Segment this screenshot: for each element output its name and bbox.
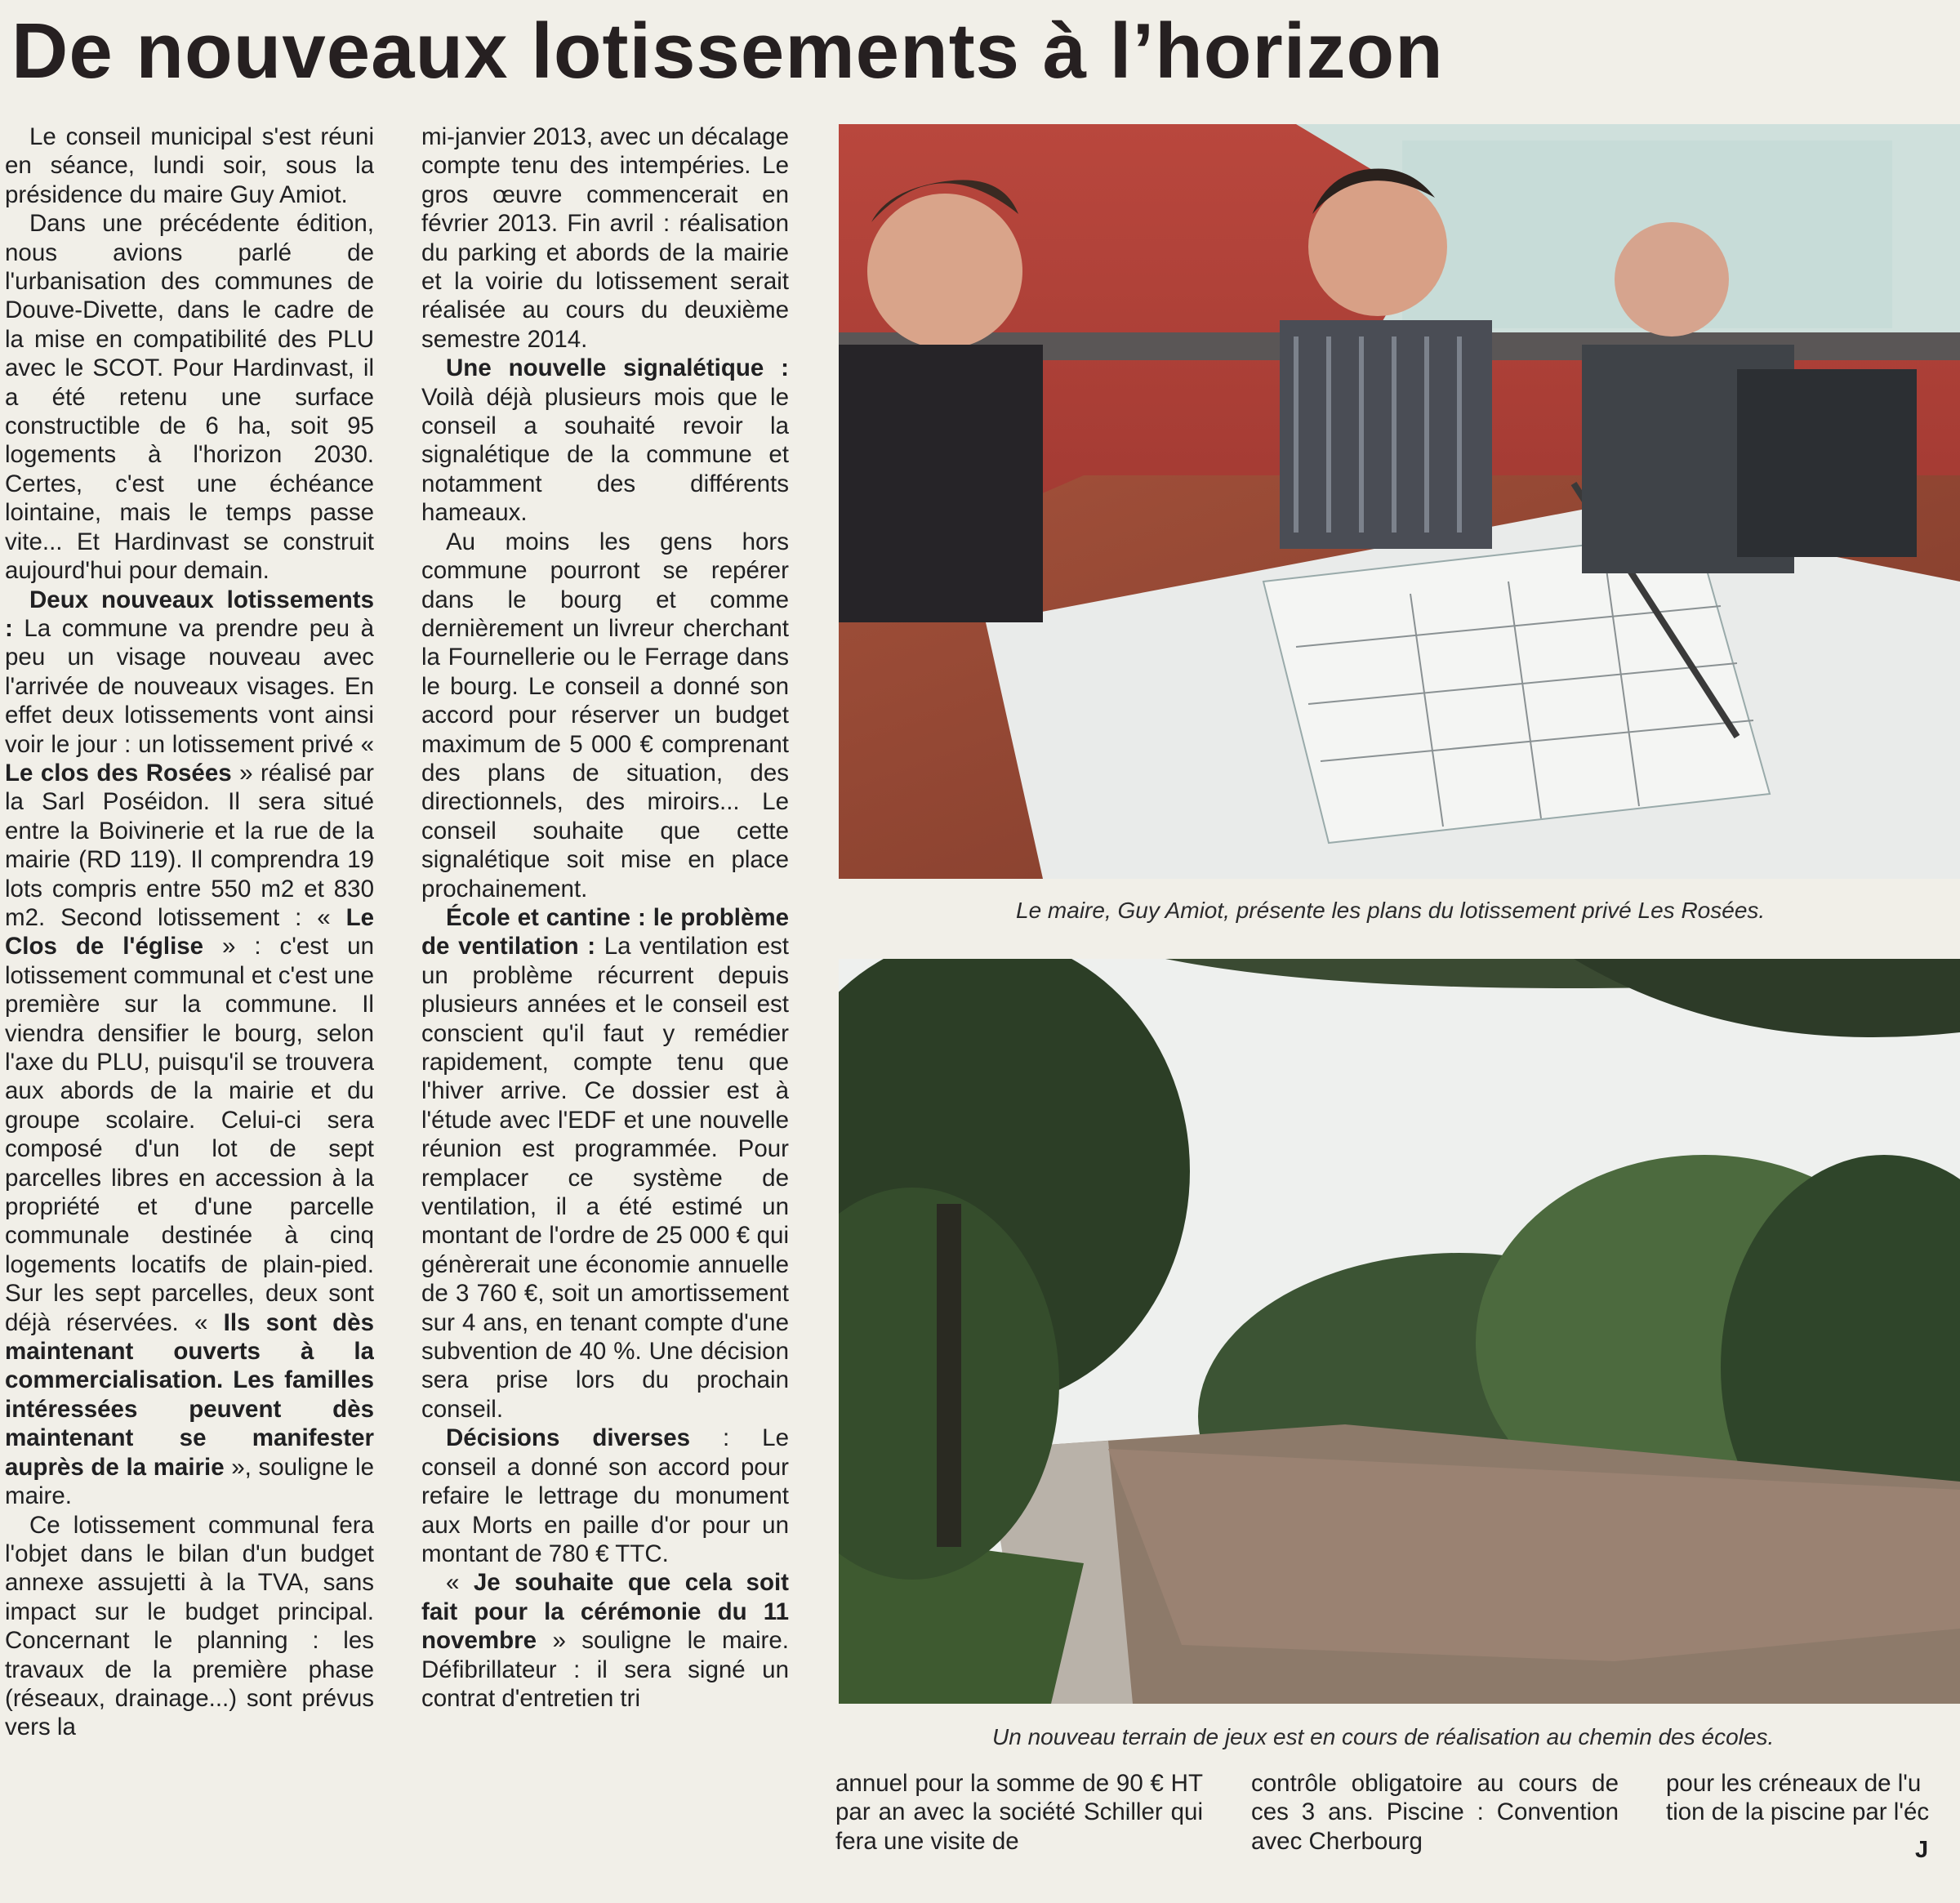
author-signature: J (1915, 1837, 1929, 1863)
paragraph: contrôle obligatoire au cours de ces 3 ans. Piscine : Convention avec Cherbourg (1251, 1770, 1619, 1855)
paragraph: annuel pour la somme de 90 € HT par an avec la société Schiller qui fera une visite de (835, 1770, 1203, 1855)
text-line: pour les créneaux de l'u (1666, 1770, 1922, 1797)
paragraph: Décisions diverses : Le conseil a donné son accord pour refaire le lettrage du monument aux Morts en paille d'or pour un montant de 780 € TTC. (421, 1424, 789, 1567)
meeting-photo (839, 124, 1960, 879)
paragraph: Ce lotissement communal fera l'objet dans le bilan d'un budget annexe assujetti à la TVA, sans impact sur le budget principal. Concernant le planning : les travaux de la première phase (réseaux, drainage...) sont prévus vers la (5, 1511, 374, 1741)
quote: Ils sont dès maintenant ouverts à la commercialisation. Les familles intéressées peuvent dès maintenant se manifester auprès de la mairie (5, 1308, 374, 1481)
paragraph: « Je souhaite que cela soit fait pour la cérémonie du 11 novembre » souligne le maire. Défibrillateur : il sera signé un contrat d'entretien tri (421, 1569, 789, 1712)
subheading: Une nouvelle signalétique : (446, 354, 789, 382)
meeting-photo-illustration (839, 124, 1960, 879)
playground-photo (839, 959, 1960, 1704)
paragraph: mi-janvier 2013, avec un décalage compte tenu des intempéries. Le gros œuvre commencerait en février 2013. Fin avril : réalisation du parking et abords de la mairie et la voirie du lotissement serait réalisée au cours du deuxième semestre 2014. (421, 123, 789, 353)
playground-photo-illustration (839, 959, 1960, 1704)
subheading: École et cantine : le problème de ventilation : (421, 903, 789, 960)
quote: Je souhaite que cela soit fait pour la cérémonie du 11 novembre (421, 1569, 789, 1655)
paragraph: Le conseil municipal s'est réuni en séance, lundi soir, sous la présidence du maire Guy Amiot. (5, 123, 374, 208)
paragraph: École et cantine : le problème de ventilation : La ventilation est un problème récurrent depuis plusieurs années et le conseil est conscient qu'il faut y remédier rapidement, compte tenu que l'hiver arrive. Ce dossier est à l'étude avec l'EDF et une nouvelle réunion est programmée. Pour remplacer ce système de ventilation, il a été estimé un montant de l'ordre de 25 000 € qui génèrerait une économie annuelle de 3 760 €, soit un amortissement sur 4 ans, en tenant compte d'une subvention de 40 %. Une décision sera prise lors du prochain conseil. (421, 903, 789, 1423)
headline: De nouveaux lotissements à l’horizon (11, 7, 1444, 95)
article-column-1 (5, 123, 374, 1854)
paragraph: Une nouvelle signalétique : Voilà déjà plusieurs mois que le conseil a souhaité revoir la signalétique de la commune et notamment des différents hameaux. (421, 354, 789, 527)
subheading: Décisions diverses (446, 1424, 691, 1452)
paragraph: Dans une précédente édition, nous avions parlé de l'urbanisation des communes de Douve-Divette, dans le cadre de la mise en compatibilité des PLU avec le SCOT. Pour Hardinvast, il a été retenu une surface constructible de 6 ha, soit 95 logements à l'horizon 2030. Certes, c'est une échéance lointaine, mais le temps passe vite... Et Hardinvast se construit aujourd'hui pour demain. (5, 210, 374, 585)
article-column-3 (835, 1769, 1203, 1863)
photo-caption: Un nouveau terrain de jeux est en cours de réalisation au chemin des écoles. (992, 1724, 1775, 1749)
paragraph: Au moins les gens hors commune pourront se repérer dans le bourg et comme dernièrement un livreur cherchant la Fournellerie ou le Ferrage dans le bourg. Le conseil a donné son accord pour réserver un budget maximum de 5 000 € comprenant des plans de situation, des directionnels, des miroirs... Le conseil souhaite que cette signalétique soit mise en place prochainement. (421, 528, 789, 902)
paragraph: Deux nouveaux lotissements : La commune va prendre peu à peu un visage nouveau avec l'arrivée de nouveaux visages. En effet deux lotissements vont ainsi voir le jour : un lotissement privé « Le clos des Rosées » réalisé par la Sarl Poséidon. Il sera situé entre la Boivinerie et la rue de la mairie (RD 119). Il comprendra 19 lots compris entre 550 m2 et 830 m2. Second lotissement : « Le Clos de l'église » : c'est un lotissement communal et c'est une première sur la commune. Il viendra densifier le bourg, selon l'axe du PLU, puisqu'il se trouvera aux abords de la mairie et du groupe scolaire. Celui-ci sera composé d'un lot de sept parcelles libres en accession à la propriété et d'une parcelle communale destinée à cinq logements locatifs de plain-pied. Sur les sept parcelles, deux sont déjà réservées. « Ils sont dès maintenant ouverts à la commercialisation. Les familles intéressées peuvent dès maintenant se manifester auprès de la mairie », souligne le maire. (5, 586, 374, 1510)
text-line: tion de la piscine par l'éc (1666, 1798, 1930, 1826)
article-column-4 (1251, 1769, 1619, 1863)
article-column-2 (421, 123, 789, 1854)
subheading: Deux nouveaux lotissements : (5, 586, 374, 642)
photo-caption: Le maire, Guy Amiot, présente les plans du lotissement privé Les Rosées. (1016, 898, 1766, 923)
